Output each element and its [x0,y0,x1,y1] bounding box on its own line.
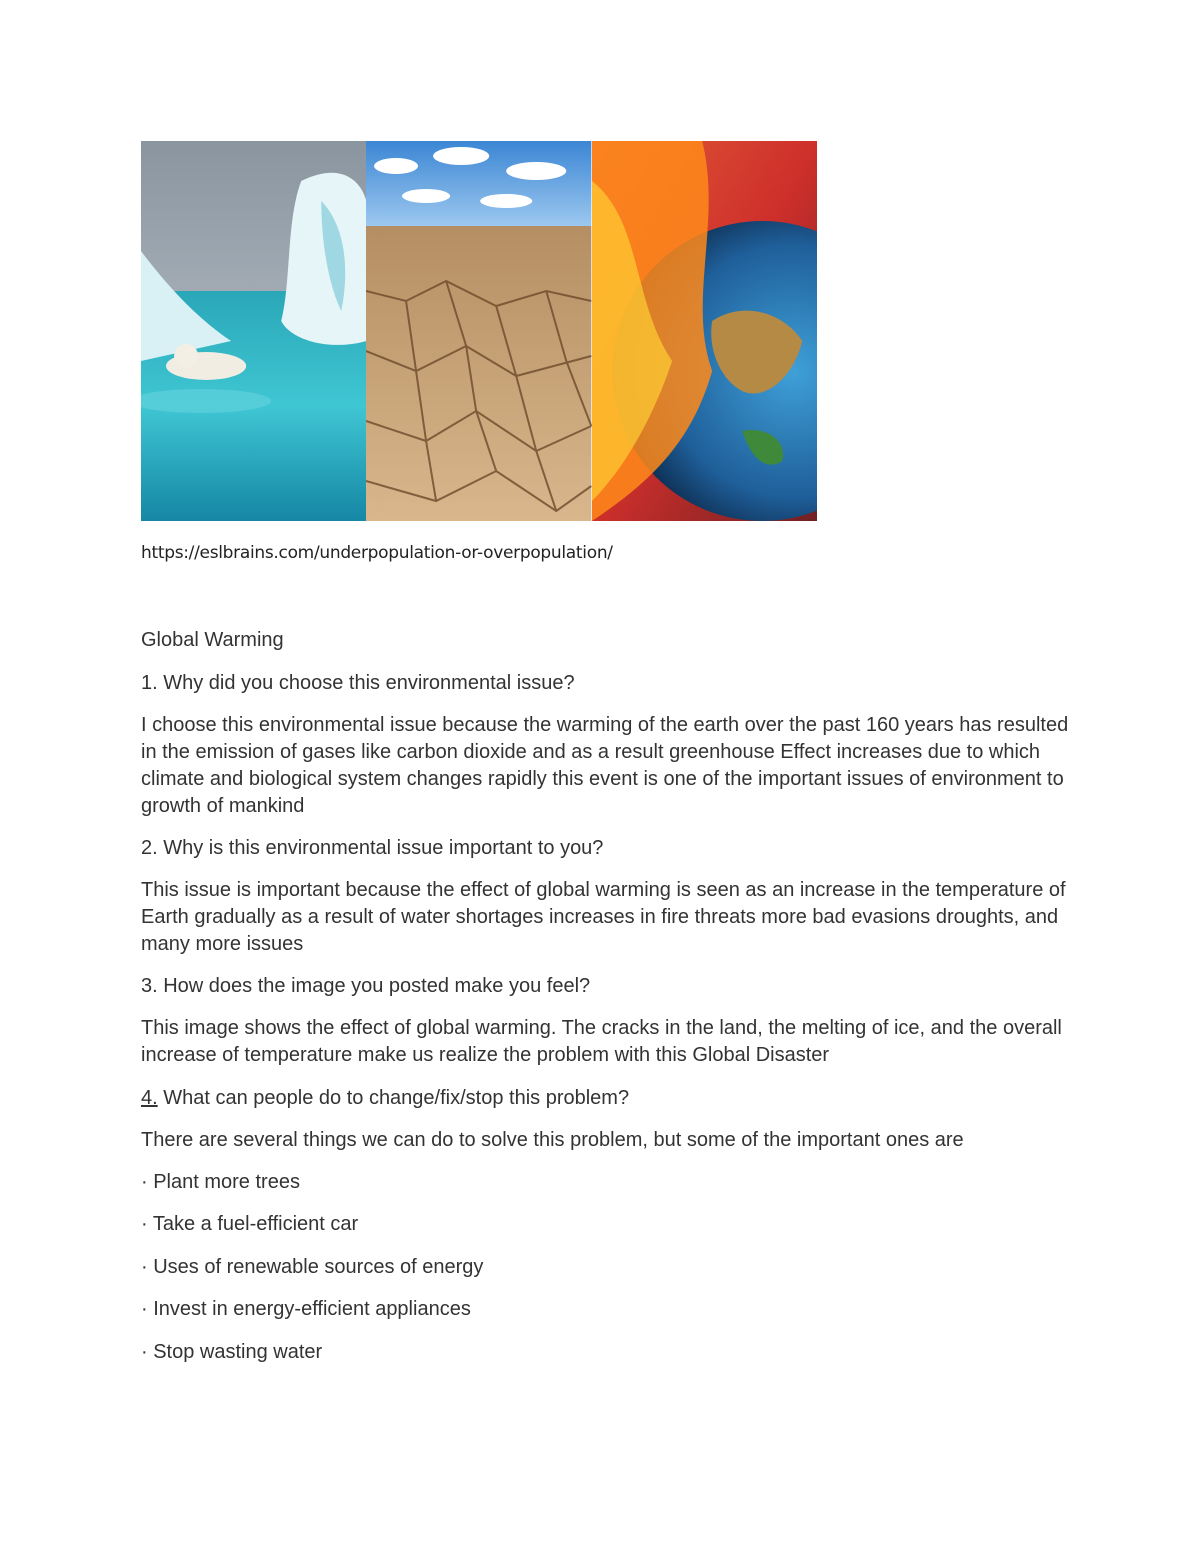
list-item: · Take a fuel-efficient car [141,1213,359,1235]
list-item: · Uses of renewable sources of energy [141,1256,484,1278]
list-item: · Invest in energy-efficient appliances [141,1298,471,1320]
answer-3: This image shows the effect of global warming. The cracks in the land, the melting of ice, and the overall increase of temperature make us realize the problem with this Global Disaster [141,1017,1062,1066]
question-4-number: 4. [141,1087,158,1109]
question-2: 2. Why is this environmental issue important to you? [141,837,604,859]
answer-4: There are several things we can do to solve this problem, but some of the important ones are [141,1129,964,1151]
answer-1: I choose this environmental issue because the warming of the earth over the past 160 years has resulted in the emission of gases like carbon dioxide and as a result greenhouse Effect increases due to which climate and biological system changes rapidly this event is one of the important issues of environment to growth of mankind [141,714,1069,817]
drought-cracked-land-image [366,141,591,521]
question-1: 1. Why did you choose this environmental issue? [141,672,575,694]
list-item: · Stop wasting water [141,1341,323,1363]
question-4 [141,1085,1071,1112]
melting-ice-polar-bear-image [141,141,366,521]
list-item: · Plant more trees [141,1171,300,1193]
source-link[interactable]: https://eslbrains.com/underpopulation-or-overpopulation/ [141,543,613,563]
question-3: 3. How does the image you posted make you feel? [141,975,591,997]
answer-2: This issue is important because the effect of global warming is seen as an increase in the temperature of Earth gradually as a result of water shortages increases in fire threats more bad evasions droughts, and many more issues [141,879,1066,955]
question-4-text: What can people do to change/fix/stop this problem? [157,1087,630,1109]
document-title: Global Warming [141,629,284,651]
global-warming-collage [141,141,817,521]
burning-earth-image [592,141,817,521]
